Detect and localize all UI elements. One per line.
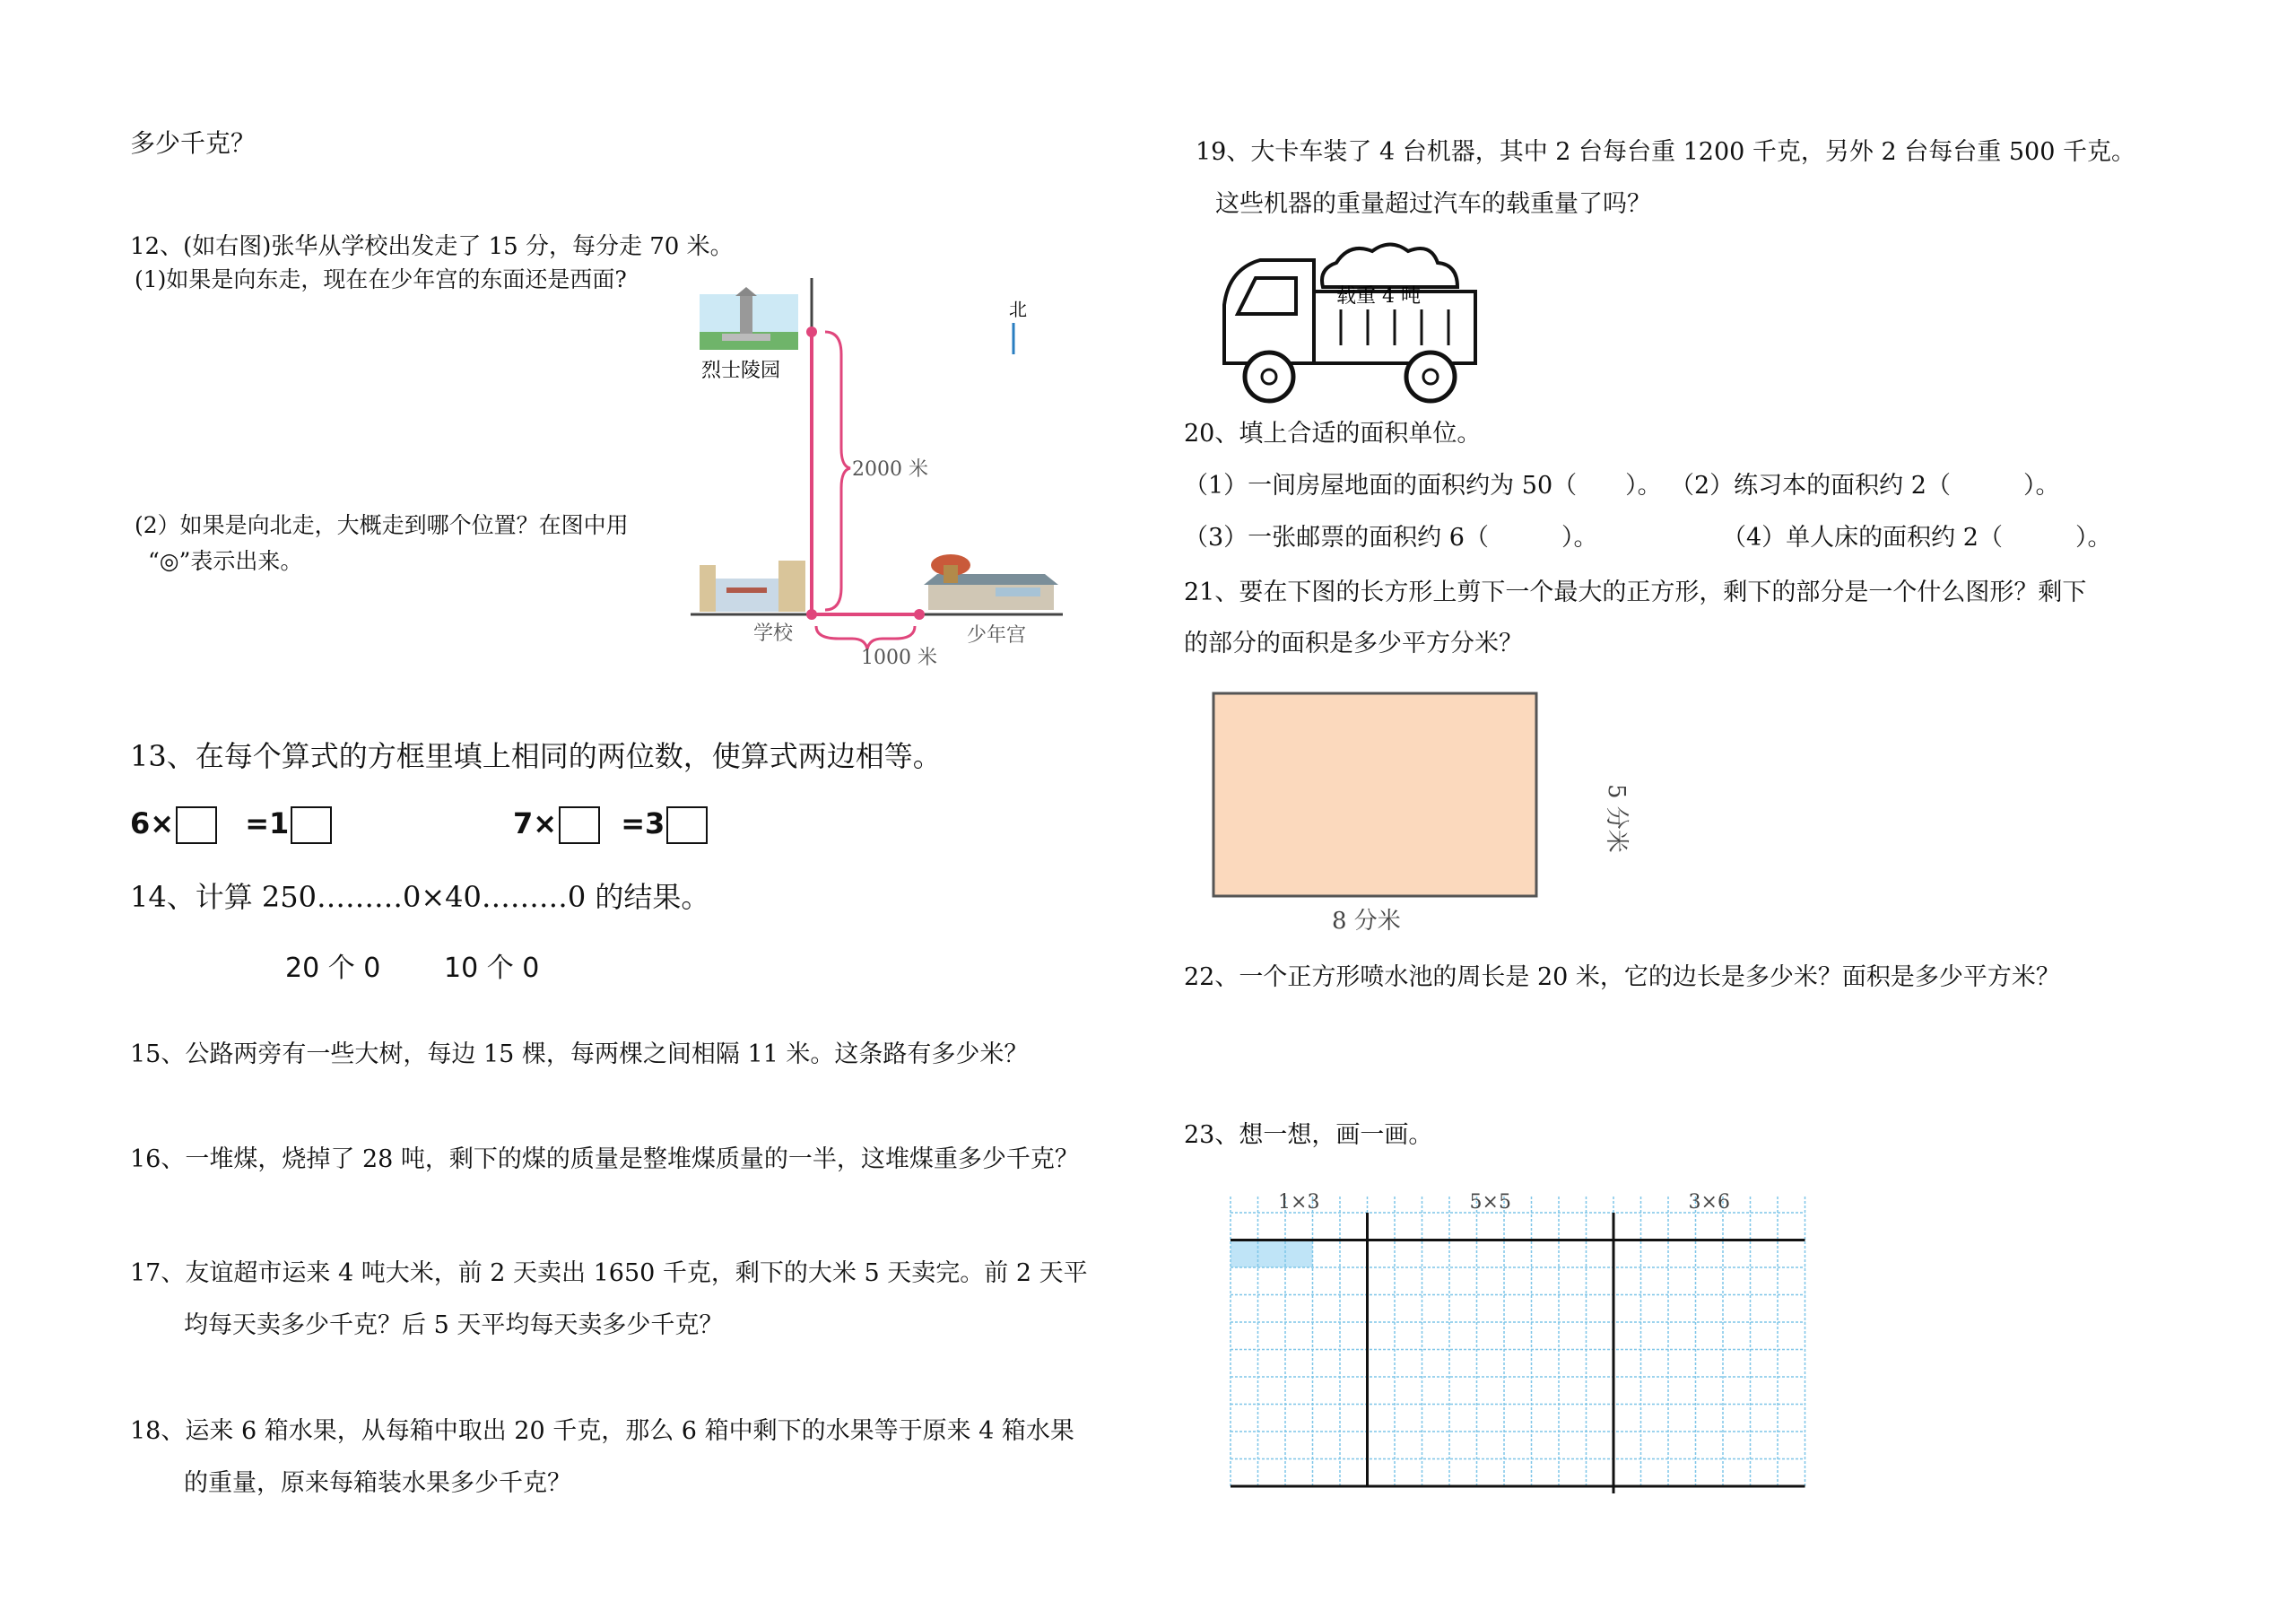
q12-part2-line1: (2）如果是向北走，大概走到哪个位置？在图中用 [135,512,629,538]
q12-title: 12、(如右图)张华从学校出发走了 15 分，每分走 70 米。 [130,233,734,260]
answer-box[interactable] [291,806,332,844]
q21-line2: 的部分的面积是多少平方分米？ [1184,630,1523,657]
truck-illustration [1206,238,1493,408]
q13-eq1 [130,805,337,844]
q18-line1: 18、运来 6 箱水果，从每箱中取出 20 千克，那么 6 箱中剩下的水果等于原来 4 箱水果 [130,1417,1074,1445]
q19-line1: 19、大卡车装了 4 台机器，其中 2 台每台重 1200 千克，另外 2 台每台重 500 千克。 [1196,138,2135,166]
answer-box[interactable] [559,806,600,844]
answer-box[interactable] [176,806,217,844]
q13-eq2-left: 7× [513,806,558,840]
q21-line1: 21、要在下图的长方形上剪下一个最大的正方形，剩下的部分是一个什么图形？剩下 [1184,579,2087,606]
cemetery-label: 烈士陵园 [701,360,781,382]
q23: 23、想一想，画一画。 [1184,1121,1433,1149]
q20-title: 20、填上合适的面积单位。 [1184,420,1482,448]
q14-note2: 10 个 0 [444,953,540,984]
palace-label: 少年宫 [967,624,1027,647]
rectangle-height-label: 5 分米 [1603,784,1630,853]
distance-east-label: 1000 米 [861,647,937,669]
q12-part2-line2: “◎”表示出来。 [148,548,303,574]
rectangle-shape [1213,693,1536,896]
q14-note1: 20 个 0 [285,953,381,984]
north-label: 北 [1009,299,1027,320]
q17-line1: 17、友谊超市运来 4 吨大米，前 2 天卖出 1650 千克，剩下的大米 5 天卖完。前 2 天平 [130,1259,1088,1287]
q20-row1-b: （2）练习本的面积约 2（ ）。 [1670,472,2060,500]
truck-load-label: 载重 4 吨 [1336,285,1421,308]
q18-line2: 的重量，原来每箱装水果多少千克？ [184,1469,571,1497]
q13-eq1-left: 6× [130,806,175,840]
brace-north [825,332,850,610]
cemetery-point [806,326,817,337]
q13-eq1-right: =1 [245,806,290,840]
school-point [806,609,817,620]
q20-row2-a: （3）一张邮票的面积约 6（ ）。 [1184,524,1598,552]
rectangle-width-label: 8 分米 [1332,908,1401,935]
rear-wheel-icon [1406,353,1455,401]
q21-rectangle-figure [1211,691,1630,942]
q20-row2-b: （4）单人床的面积约 2（ ）。 [1722,524,2112,552]
q13-eq2-right: =3 [621,806,665,840]
grid-label: 5×5 [1469,1191,1511,1214]
q13-eq2 [513,805,713,844]
q14-title: 14、计算 250………0×40………0 的结果。 [130,880,710,914]
q16: 16、一堆煤，烧掉了 28 吨，剩下的煤的质量是整堆煤质量的一半，这堆煤重多少千克？ [130,1145,1079,1173]
q15: 15、公路两旁有一些大树，每边 15 棵，每两棵之间相隔 11 米。这条路有多少米？ [130,1040,1029,1068]
q20-row1-a: （1）一间房屋地面的面积约为 50（ ）。 [1184,472,1662,500]
cargo-pile-icon [1322,245,1457,288]
grid-label: 3×6 [1688,1191,1730,1214]
palace-icon [924,554,1058,610]
q12-map [691,269,1076,673]
answer-box[interactable] [666,806,708,844]
q12-part1: (1)如果是向东走，现在在少年宫的东面还是西面? [135,266,627,292]
q11-tail: 多少千克？ [130,128,257,158]
distance-north-label: 2000 米 [852,458,928,481]
school-label: 学校 [753,622,794,645]
cemetery-icon [700,287,798,350]
q19-line2: 这些机器的重量超过汽车的载重量了吗？ [1215,190,1651,218]
q13-title: 13、在每个算式的方框里填上相同的两位数，使算式两边相等。 [130,739,942,773]
palace-point [914,609,925,620]
q22: 22、一个正方形喷水池的周长是 20 米，它的边长是多少米？面积是多少平方米？ [1184,963,2060,991]
q17-line2: 均每天卖多少千克？后 5 天平均每天卖多少千克？ [184,1311,724,1339]
grid-label: 1×3 [1278,1191,1320,1214]
q23-drawing-grid [1229,1175,1821,1498]
grid-highlight [1231,1240,1313,1268]
front-wheel-icon [1245,353,1293,401]
school-icon [700,561,805,612]
